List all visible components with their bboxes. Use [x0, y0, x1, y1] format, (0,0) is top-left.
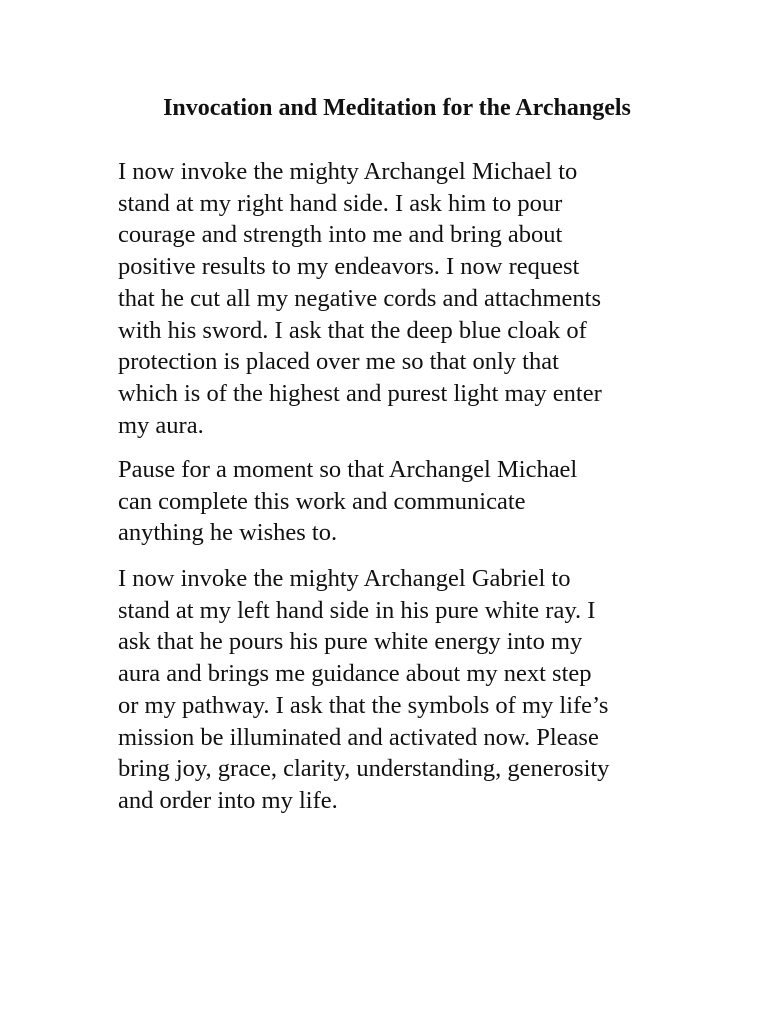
text-line: that he cut all my negative cords and attachments — [118, 284, 602, 312]
text-line: Pause for a moment so that Archangel Michael — [118, 456, 578, 483]
text-line: mission be illuminated and activated now. Please — [118, 723, 599, 751]
document-title: Invocation and Meditation for the Archangels — [163, 95, 631, 121]
text-line: can complete this work and communicate — [118, 487, 526, 515]
paragraph-michael-invocation — [118, 156, 678, 441]
text-line: protection is placed over me so that only that — [118, 348, 559, 376]
text-line: which is of the highest and purest light may enter — [118, 379, 602, 407]
text-line: bring joy, grace, clarity, understanding, generosity — [118, 755, 610, 783]
text-line: I now invoke the mighty Archangel Gabriel to — [118, 565, 571, 592]
text-line: and order into my life. — [118, 786, 338, 814]
paragraph-pause — [118, 454, 678, 549]
text-line: I now invoke the mighty Archangel Michael to — [118, 158, 578, 185]
text-line: ask that he pours his pure white energy into my — [118, 628, 583, 656]
text-line: stand at my left hand side in his pure white ray. I — [118, 596, 596, 624]
text-line: positive results to my endeavors. I now request — [118, 253, 580, 281]
text-line: anything he wishes to. — [118, 519, 338, 547]
text-line: courage and strength into me and bring about — [118, 221, 563, 249]
text-line: or my pathway. I ask that the symbols of my life’s — [118, 691, 609, 719]
text-line: with his sword. I ask that the deep blue cloak of — [118, 316, 587, 344]
text-line: my aura. — [118, 411, 204, 439]
text-line: aura and brings me guidance about my next step — [118, 660, 592, 688]
text-line: stand at my right hand side. I ask him to pour — [118, 189, 563, 217]
paragraph-gabriel-invocation — [118, 563, 678, 817]
